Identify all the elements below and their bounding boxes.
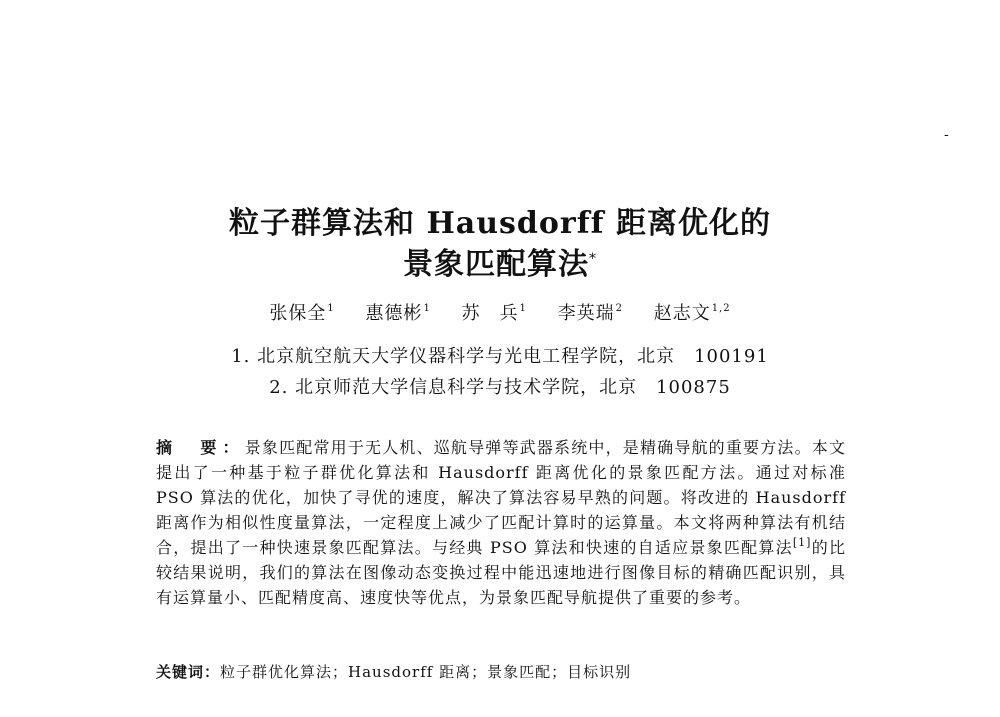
author xyxy=(654,303,731,324)
abstract-text-2: 的比较结果说明，我们的算法在图像动态变换过程中能迅速地进行图像目标的精确匹配识别，具有运算量小、匹配精度高、速度快等优点，为景象匹配导航提供了重要的参考。 xyxy=(156,538,846,607)
abstract-label: 摘 要： xyxy=(156,438,245,457)
author-affil-sup: 1 xyxy=(423,303,431,314)
author-name: 苏 兵 xyxy=(461,303,519,324)
author-affil-sup: 1 xyxy=(519,303,527,314)
author-name: 李英瑞 xyxy=(557,303,615,324)
abstract xyxy=(156,435,846,610)
author-affil-sup: 1 xyxy=(327,303,335,314)
keywords-text: 粒子群优化算法；Hausdorff 距离；景象匹配；目标识别 xyxy=(220,663,632,681)
citation-ref: [1] xyxy=(792,536,812,549)
keywords xyxy=(156,660,846,684)
stray-mark: - xyxy=(944,127,949,143)
title-line-2 xyxy=(0,247,1000,283)
author xyxy=(269,303,334,324)
abstract-text-1: 景象匹配常用于无人机、巡航导弹等武器系统中，是精确导航的重要方法。本文提出了一种基于粒子群优化算法和 Hausdorff 距离优化的景象匹配方法。通过对标准 PSO 算法的优化，加快了寻优的速度，解决了算法容易早熟的问题。将改进的 Hausdorff 距离作为相似性度量算法，一定程度上减少了匹配计算时的运算量。本文将两种算法有机结合，提出了一种快速景象匹配算法。与经典 PSO 算法和快速的自适应景象匹配算法 xyxy=(156,438,846,557)
title-text-2: 景象匹配算法 xyxy=(403,247,589,282)
title-text-1: 粒子群算法和 Hausdorff 距离优化的 xyxy=(229,206,771,241)
author xyxy=(462,303,527,324)
author-affil-sup: 1,2 xyxy=(711,303,731,314)
author-affil-sup: 2 xyxy=(615,303,624,314)
author-list xyxy=(0,302,1000,326)
affiliation-2: 2. 北京师范大学信息科学与技术学院，北京 100875 xyxy=(269,377,731,398)
author-name: 张保全 xyxy=(269,303,327,324)
author-name: 惠德彬 xyxy=(365,303,423,324)
title-line-1 xyxy=(0,206,1000,242)
keywords-label: 关键词： xyxy=(156,663,221,681)
author xyxy=(365,303,430,324)
affiliation-1: 1. 北京航空航天大学仪器科学与光电工程学院，北京 100191 xyxy=(231,346,769,367)
author xyxy=(558,303,623,324)
author-name: 赵志文 xyxy=(653,303,711,324)
title-footnote-mark: * xyxy=(589,251,597,267)
